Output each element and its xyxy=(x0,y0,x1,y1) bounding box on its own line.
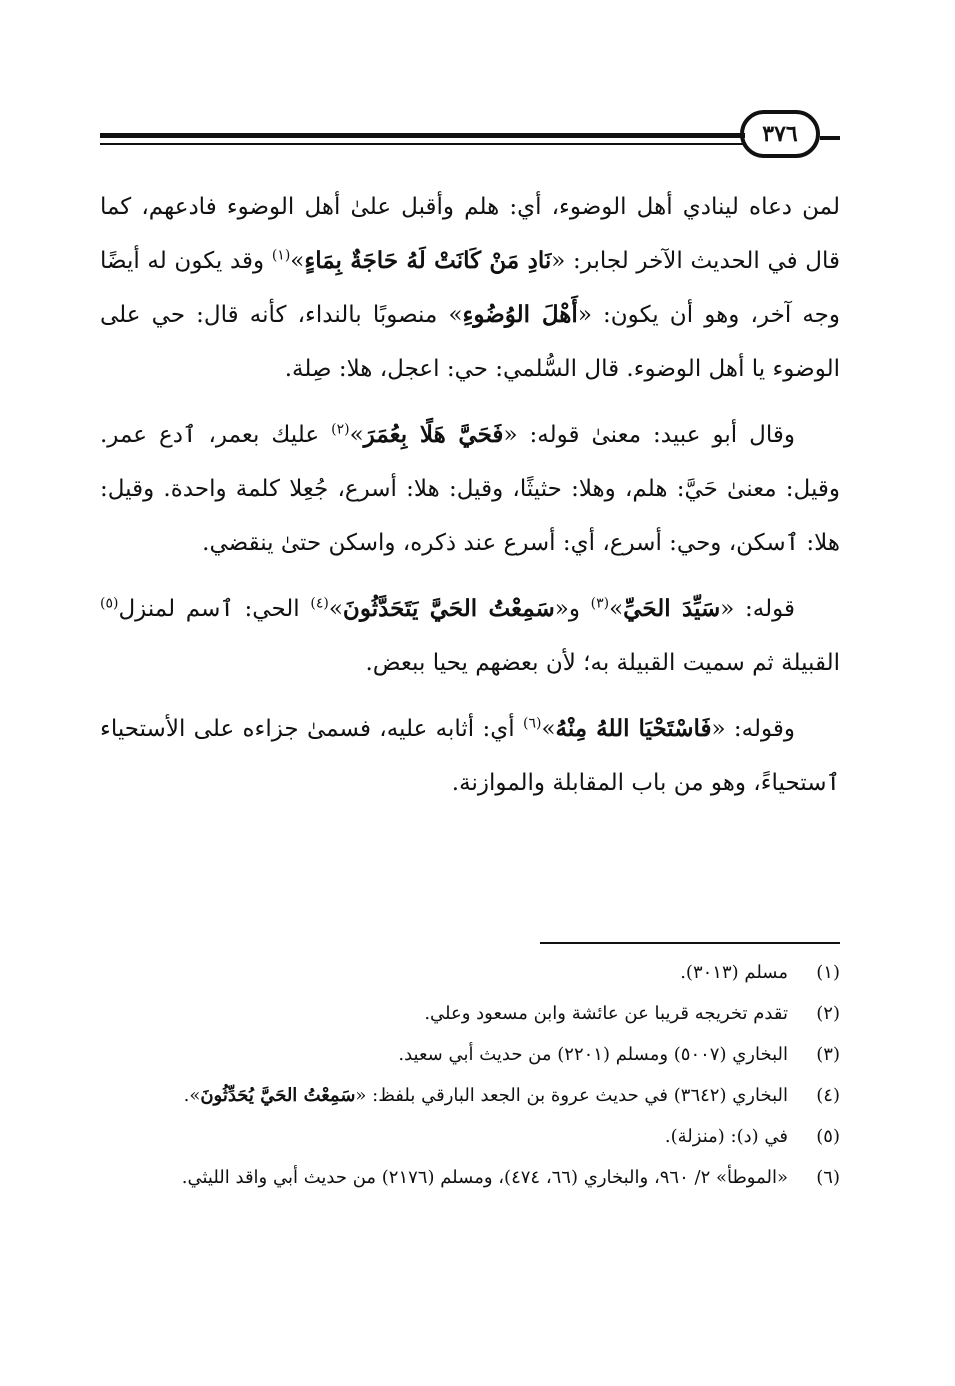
text-segment: الحي: ٱسم لمنزل xyxy=(118,596,311,622)
text-segment: » xyxy=(349,422,364,448)
hadith-quote: سَمِعْتُ الحَيَّ يَتَحَدَّثُونَ xyxy=(342,595,555,622)
footnote-ref: (١) xyxy=(271,247,291,264)
footnote-number: (٢) xyxy=(816,1003,840,1024)
text-segment: » xyxy=(328,596,343,622)
header-rule-right xyxy=(820,136,840,140)
footnote-1 xyxy=(100,958,840,988)
footnote-number: (٦) xyxy=(816,1167,840,1188)
footnote-text: في (د): (منزلة). xyxy=(664,1126,788,1147)
footnote-5 xyxy=(100,1122,840,1152)
main-text xyxy=(100,180,840,822)
footnote-ref: (٦) xyxy=(522,715,542,732)
text-segment: وقد يكون له أيضًا وجه آخر، وهو أن يكون: « xyxy=(100,248,841,328)
page-header xyxy=(100,110,840,160)
text-segment: وقال أبو عبيد: معنىٰ قوله: « xyxy=(503,422,795,448)
footnote-ref: (٤) xyxy=(310,595,329,612)
footnote-divider xyxy=(540,942,840,944)
text-segment: » xyxy=(290,248,305,274)
footnote-text-end: ». xyxy=(183,1085,201,1106)
text-segment: وقوله: « xyxy=(711,716,795,742)
footnote-text: «الموطأ» ٢/ ٩٦٠، والبخاري (٦٦، ٤٧٤)، ومسلم (٢١٧٦) من حديث أبي واقد الليثي. xyxy=(181,1167,788,1188)
footnote-text: تقدم تخريجه قريبا عن عائشة وابن مسعود وعلي. xyxy=(424,1003,788,1024)
footnote-ref: (٥) xyxy=(100,595,119,612)
footnote-ref: (٢) xyxy=(331,421,350,438)
header-rule-thick xyxy=(100,133,745,138)
footnote-text: مسلم (٣٠١٣). xyxy=(680,962,788,983)
text-segment: » xyxy=(609,596,624,622)
paragraph-4 xyxy=(100,702,840,810)
hadith-quote: نَادِ مَنْ كَانَتْ لَهُ حَاجَةٌ بِمَاءٍ xyxy=(304,247,552,274)
footnote-text: البخاري (٥٠٠٧) ومسلم (٢٢٠١) من حديث أبي سعيد. xyxy=(398,1044,788,1065)
text-segment: » xyxy=(541,716,556,742)
footnote-text: البخاري (٣٦٤٢) في حديث عروة بن الجعد البارقي بلفظ: « xyxy=(355,1085,788,1106)
header-rule-thin xyxy=(100,143,745,145)
hadith-quote: سَيِّدَ الحَيِّ xyxy=(623,595,721,622)
text-segment: » منصوبًا بالنداء، كأنه قال: حي على الوضوء يا أهل الوضوء. قال السُّلمي: حي: اعجل، هلا: صِلة. xyxy=(100,302,840,382)
footnote-2 xyxy=(100,999,840,1029)
page-number: ٣٧٦ xyxy=(740,110,820,158)
footnote-ref: (٣) xyxy=(590,595,610,612)
text-segment: لمن دعاه لينادي أهل الوضوء، أي: هلم وأقبل علىٰ أهل الوضوء فادعهم، كما قال في الحديث الآخر لجابر: « xyxy=(100,194,840,274)
text-segment: القبيلة ثم سميت القبيلة به؛ لأن بعضهم يحيا ببعض. xyxy=(365,650,840,676)
footnote-number: (٣) xyxy=(816,1044,840,1065)
footnote-quote: سَمِعْتُ الحَيَّ يُحَدِّثُونَ xyxy=(200,1085,356,1106)
footnote-number: (١) xyxy=(816,962,840,983)
paragraph-1 xyxy=(100,180,840,396)
hadith-quote: فَاسْتَحْيَا اللهُ مِنْهُ xyxy=(555,715,712,742)
footnotes xyxy=(100,958,840,1204)
footnote-4 xyxy=(100,1081,840,1111)
hadith-quote: أَهْلَ الوُضُوءِ xyxy=(462,301,578,328)
paragraph-2 xyxy=(100,408,840,570)
hadith-quote: فَحَيَّ هَلًا بِعُمَرَ xyxy=(363,421,504,448)
footnote-6 xyxy=(100,1163,840,1193)
footnote-number: (٤) xyxy=(816,1085,840,1106)
footnote-number: (٥) xyxy=(816,1126,840,1147)
paragraph-3 xyxy=(100,582,840,690)
text-segment: قوله: « xyxy=(720,596,795,622)
text-segment: عليك بعمر، ٱدع عمر. وقيل: معنىٰ حَيَّ: هلم، وهلا: حثيثًا، وقيل: هلا: أسرع، جُعِلا كلمة واحدة. وقيل: هلا: ٱسكن، وحي: أسرع، أي: أسرع عند ذكره، واسكن حتىٰ ينقضي. xyxy=(100,422,840,556)
text-segment: و« xyxy=(554,596,591,622)
footnote-body xyxy=(100,1081,788,1111)
footnote-3 xyxy=(100,1040,840,1070)
text-segment: أي: أثابه عليه، فسمىٰ جزاءه على الأستحياء ٱستحياءً، وهو من باب المقابلة والموازنة. xyxy=(100,716,840,796)
